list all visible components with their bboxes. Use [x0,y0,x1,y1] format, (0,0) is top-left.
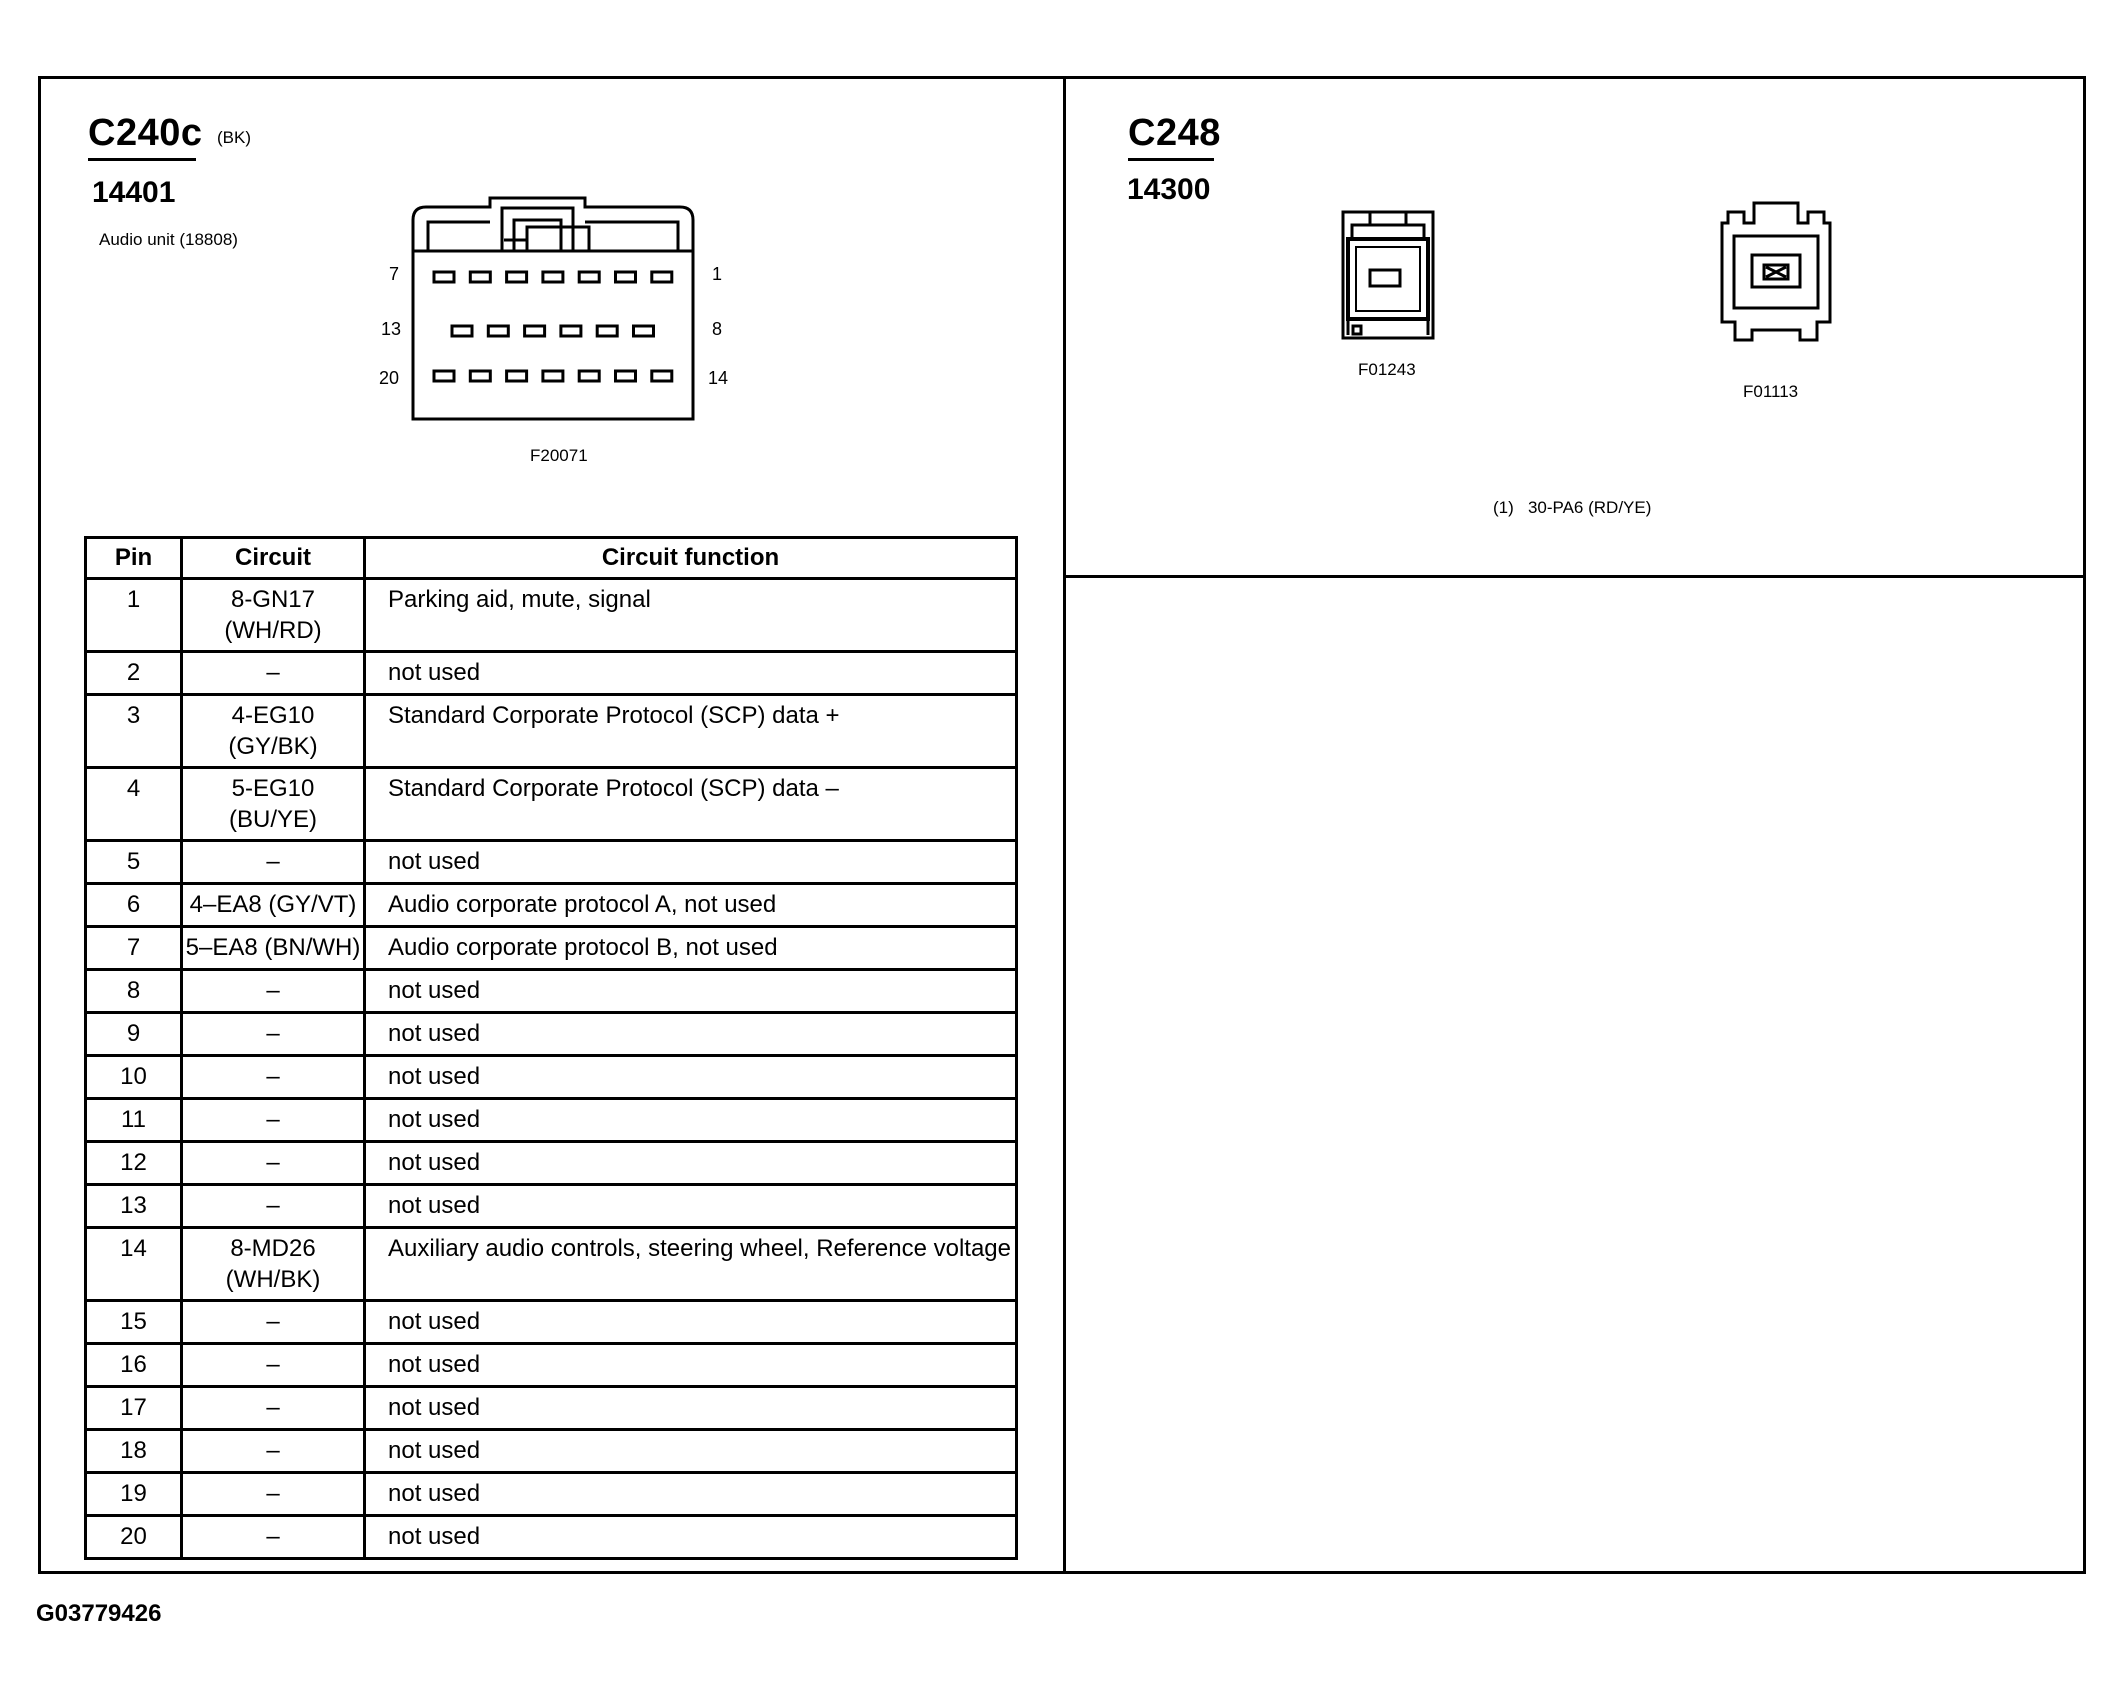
pin-label-14: 14 [708,368,729,388]
cell-circuit [182,1473,365,1516]
table-row [86,1430,1017,1473]
cell-circuit [182,1013,365,1056]
table-row [86,1344,1017,1387]
cell-circuit [182,927,365,970]
cell-function: not used [365,1056,1017,1099]
cell-circuit [182,1301,365,1344]
cell-function: not used [365,1013,1017,1056]
cell-function: not used [365,1473,1017,1516]
circuit-line: 5–EA8 (BN/WH) [185,934,361,961]
connector-title: C240c [88,112,203,154]
figure-id-c248-b: F01113 [1743,382,1799,401]
cell-pin: 12 [86,1142,182,1185]
cell-circuit [182,1344,365,1387]
cell-pin: 8 [86,970,182,1013]
table-row [86,768,1017,841]
header-pin: Pin [86,538,182,579]
cell-pin: 1 [86,579,182,652]
cell-circuit [182,841,365,884]
table-row [86,1228,1017,1301]
cell-function: not used [365,652,1017,695]
circuit-line: – [266,1020,280,1047]
table-row [86,970,1017,1013]
cell-pin: 20 [86,1516,182,1559]
cell-function: not used [365,1344,1017,1387]
circuit-line: – [266,848,280,875]
connector-part-number: 14401 [92,176,176,209]
cell-function: Parking aid, mute, signal [365,579,1017,652]
cell-pin: 6 [86,884,182,927]
cell-pin: 3 [86,695,182,768]
c248-pin-note: (1) 30-PA6 (RD/YE) [1493,498,1652,517]
cell-circuit [182,884,365,927]
cell-circuit [182,579,365,652]
table-row [86,1185,1017,1228]
pin-label-8: 8 [712,319,723,339]
table-row [86,841,1017,884]
table-row [86,695,1017,768]
header-function: Circuit function [365,538,1017,579]
cell-pin: 7 [86,927,182,970]
table-row [86,1056,1017,1099]
circuit-line: – [266,1149,280,1176]
figure-id-left: F20071 [530,446,588,465]
cell-circuit [182,768,365,841]
cell-circuit [182,970,365,1013]
table-row [86,1301,1017,1344]
cell-circuit [182,695,365,768]
table-header-row [86,538,1017,579]
cell-pin: 2 [86,652,182,695]
cell-function: not used [365,1430,1017,1473]
circuit-line: – [266,1437,280,1464]
component-name: Audio unit (18808) [99,230,238,249]
cell-circuit [182,1430,365,1473]
cell-circuit [182,1185,365,1228]
graphic-id: G03779426 [36,1600,162,1627]
cell-circuit [182,1142,365,1185]
table-row [86,884,1017,927]
table-row [86,927,1017,970]
cell-pin: 10 [86,1056,182,1099]
cell-pin: 9 [86,1013,182,1056]
pin-table [84,536,1018,1560]
circuit-line: – [266,1394,280,1421]
circuit-line: – [266,1523,280,1550]
pin-label-1: 1 [712,264,723,284]
circuit-line: 8-MD26 [230,1235,316,1262]
cell-function: not used [365,1185,1017,1228]
pin-label-20: 20 [379,368,400,388]
circuit-line: – [266,1351,280,1378]
circuit-line: – [266,1308,280,1335]
connector-title-c248: C248 [1128,112,1221,154]
circuit-line: (GY/BK) [228,733,318,760]
cell-function: Audio corporate protocol B, not used [365,927,1017,970]
cell-circuit [182,1228,365,1301]
cell-pin: 11 [86,1099,182,1142]
cell-function: Standard Corporate Protocol (SCP) data – [365,768,1017,841]
cell-circuit [182,1387,365,1430]
cell-pin: 16 [86,1344,182,1387]
header-circuit: Circuit [182,538,365,579]
circuit-line: 5-EG10 [231,775,315,802]
cell-function: not used [365,970,1017,1013]
cell-pin: 14 [86,1228,182,1301]
cell-pin: 19 [86,1473,182,1516]
table-row [86,1099,1017,1142]
table-row [86,1516,1017,1559]
pin-label-7: 7 [389,264,400,284]
cell-pin: 17 [86,1387,182,1430]
cell-circuit [182,652,365,695]
cell-circuit [182,1516,365,1559]
circuit-line: – [266,977,280,1004]
connector-part-number-c248: 14300 [1127,173,1211,206]
figure-id-c248-a: F01243 [1358,360,1416,379]
circuit-line: – [266,1480,280,1507]
table-row [86,652,1017,695]
cell-function: Auxiliary audio controls, steering wheel, Reference voltage [365,1228,1017,1301]
connector-title-c248-underline [1128,158,1214,161]
cell-pin: 18 [86,1430,182,1473]
cell-function: not used [365,1142,1017,1185]
circuit-line: – [266,1106,280,1133]
cell-pin: 15 [86,1301,182,1344]
table-row [86,1473,1017,1516]
cell-function: Audio corporate protocol A, not used [365,884,1017,927]
cell-circuit [182,1099,365,1142]
cell-function: not used [365,1301,1017,1344]
connector-c248-diagram-b [0,0,1,1]
table-row [86,1387,1017,1430]
cell-pin: 13 [86,1185,182,1228]
cell-function: not used [365,1516,1017,1559]
cell-function: not used [365,841,1017,884]
pin-label-13: 13 [381,319,402,339]
table-row [86,1142,1017,1185]
panel-divider-horizontal [1063,575,2086,578]
table-row [86,579,1017,652]
circuit-line: – [266,659,280,686]
circuit-line: (WH/RD) [224,617,322,644]
cell-pin: 5 [86,841,182,884]
circuit-line: – [266,1063,280,1090]
circuit-line: 4-EG10 [231,702,315,729]
connector-color-code: (BK) [217,128,251,147]
cell-pin: 4 [86,768,182,841]
table-row [86,1013,1017,1056]
circuit-line: 4–EA8 (GY/VT) [189,891,357,918]
cell-circuit [182,1056,365,1099]
cell-function: not used [365,1099,1017,1142]
cell-function: not used [365,1387,1017,1430]
cell-function: Standard Corporate Protocol (SCP) data + [365,695,1017,768]
circuit-line: (BU/YE) [228,806,317,833]
circuit-line: 8-GN17 [230,586,316,613]
circuit-line: (WH/BK) [225,1266,321,1293]
circuit-line: – [266,1192,280,1219]
panel-divider-vertical [1063,76,1066,1574]
connector-title-underline [88,158,196,161]
